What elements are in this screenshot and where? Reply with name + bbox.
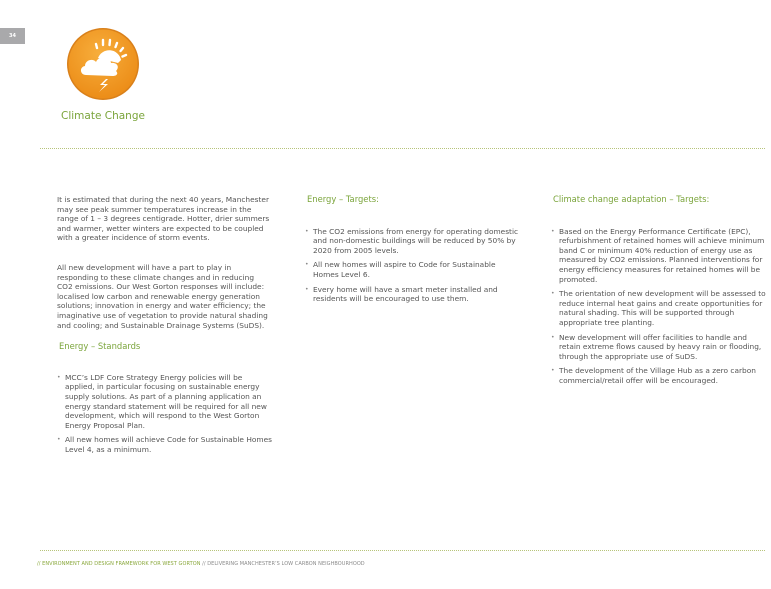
header-divider bbox=[40, 148, 765, 149]
list-item: • All new homes will achieve Code for Sustainable Homes Level 4, as a minimum. bbox=[57, 435, 272, 454]
list-item: • The CO2 emissions from energy for operating domestic and non-domestic buildings will be reduced by 50% by 2020 from 2005 levels. bbox=[305, 227, 520, 256]
list-item: • The orientation of new development will be assessed to reduce internal heat gains and create opportunities for natural shading. This will be supported through appropriate tree planting. bbox=[551, 289, 766, 327]
energy-targets-list bbox=[305, 227, 520, 304]
footer bbox=[37, 561, 365, 567]
page-number: 34 bbox=[0, 28, 25, 44]
footer-document-title: // ENVIRONMENT AND DESIGN FRAMEWORK FOR WEST GORTON bbox=[37, 561, 201, 567]
list-item: • Based on the Energy Performance Certificate (EPC), refurbishment of retained homes will achieve minimum band C or minimum 40% reduction of energy use as measured by CO2 emissions. Planned interventions for energy efficiency measures for retained homes will be promoted. bbox=[551, 227, 766, 285]
column-energy-targets bbox=[305, 195, 520, 309]
adaptation-targets-heading: Climate change adaptation – Targets: bbox=[553, 194, 710, 204]
list-item: • All new homes will aspire to Code for Sustainable Homes Level 6. bbox=[305, 260, 520, 279]
column-introduction bbox=[57, 195, 272, 459]
intro-paragraph: It is estimated that during the next 40 years, Manchester may see peak summer temperatures increase in the range of 1 – 3 degrees centigrade. Hotter, drier summers and warmer, wetter winters are expected to be coupled with a greater incidence of storm events. bbox=[57, 195, 270, 243]
list-item: • MCC’s LDF Core Strategy Energy policies will be applied, in particular focusing on sustainable energy supply solutions. As part of a planning application an energy standard statement will be required for all new development, which will respond to the West Gorton Energy Proposal Plan. bbox=[57, 373, 272, 431]
adaptation-targets-list bbox=[551, 227, 766, 386]
energy-targets-heading: Energy – Targets: bbox=[307, 194, 379, 204]
energy-standards-list bbox=[57, 373, 272, 455]
column-adaptation-targets bbox=[551, 195, 766, 391]
list-item: • Every home will have a smart meter installed and residents will be encouraged to use them. bbox=[305, 285, 520, 304]
section-title: Climate Change bbox=[61, 110, 145, 122]
weather-storm-icon bbox=[66, 27, 140, 101]
energy-standards-heading: Energy – Standards bbox=[59, 341, 141, 352]
intro-paragraph: All new development will have a part to play in responding to these climate changes and in reducing CO2 emissions. Our West Gorton responses will include: localised low carbon and renewable energy generation solutions; innovation in energy and water efficiency; the imaginative use of vegetation to provide natural shading and cooling; and Sustainable Drainage Systems (SuDS). bbox=[57, 262, 268, 330]
list-item: • New development will offer facilities to handle and retain extreme flows caused by heavy rain or flooding, through the appropriate use of SuDS. bbox=[551, 333, 766, 362]
footer-subtitle: // DELIVERING MANCHESTER’S LOW CARBON NEIGHBOURHOOD bbox=[202, 561, 365, 567]
footer-divider bbox=[40, 550, 765, 551]
list-item: • The development of the Village Hub as a zero carbon commercial/retail offer will be encouraged. bbox=[551, 366, 766, 385]
